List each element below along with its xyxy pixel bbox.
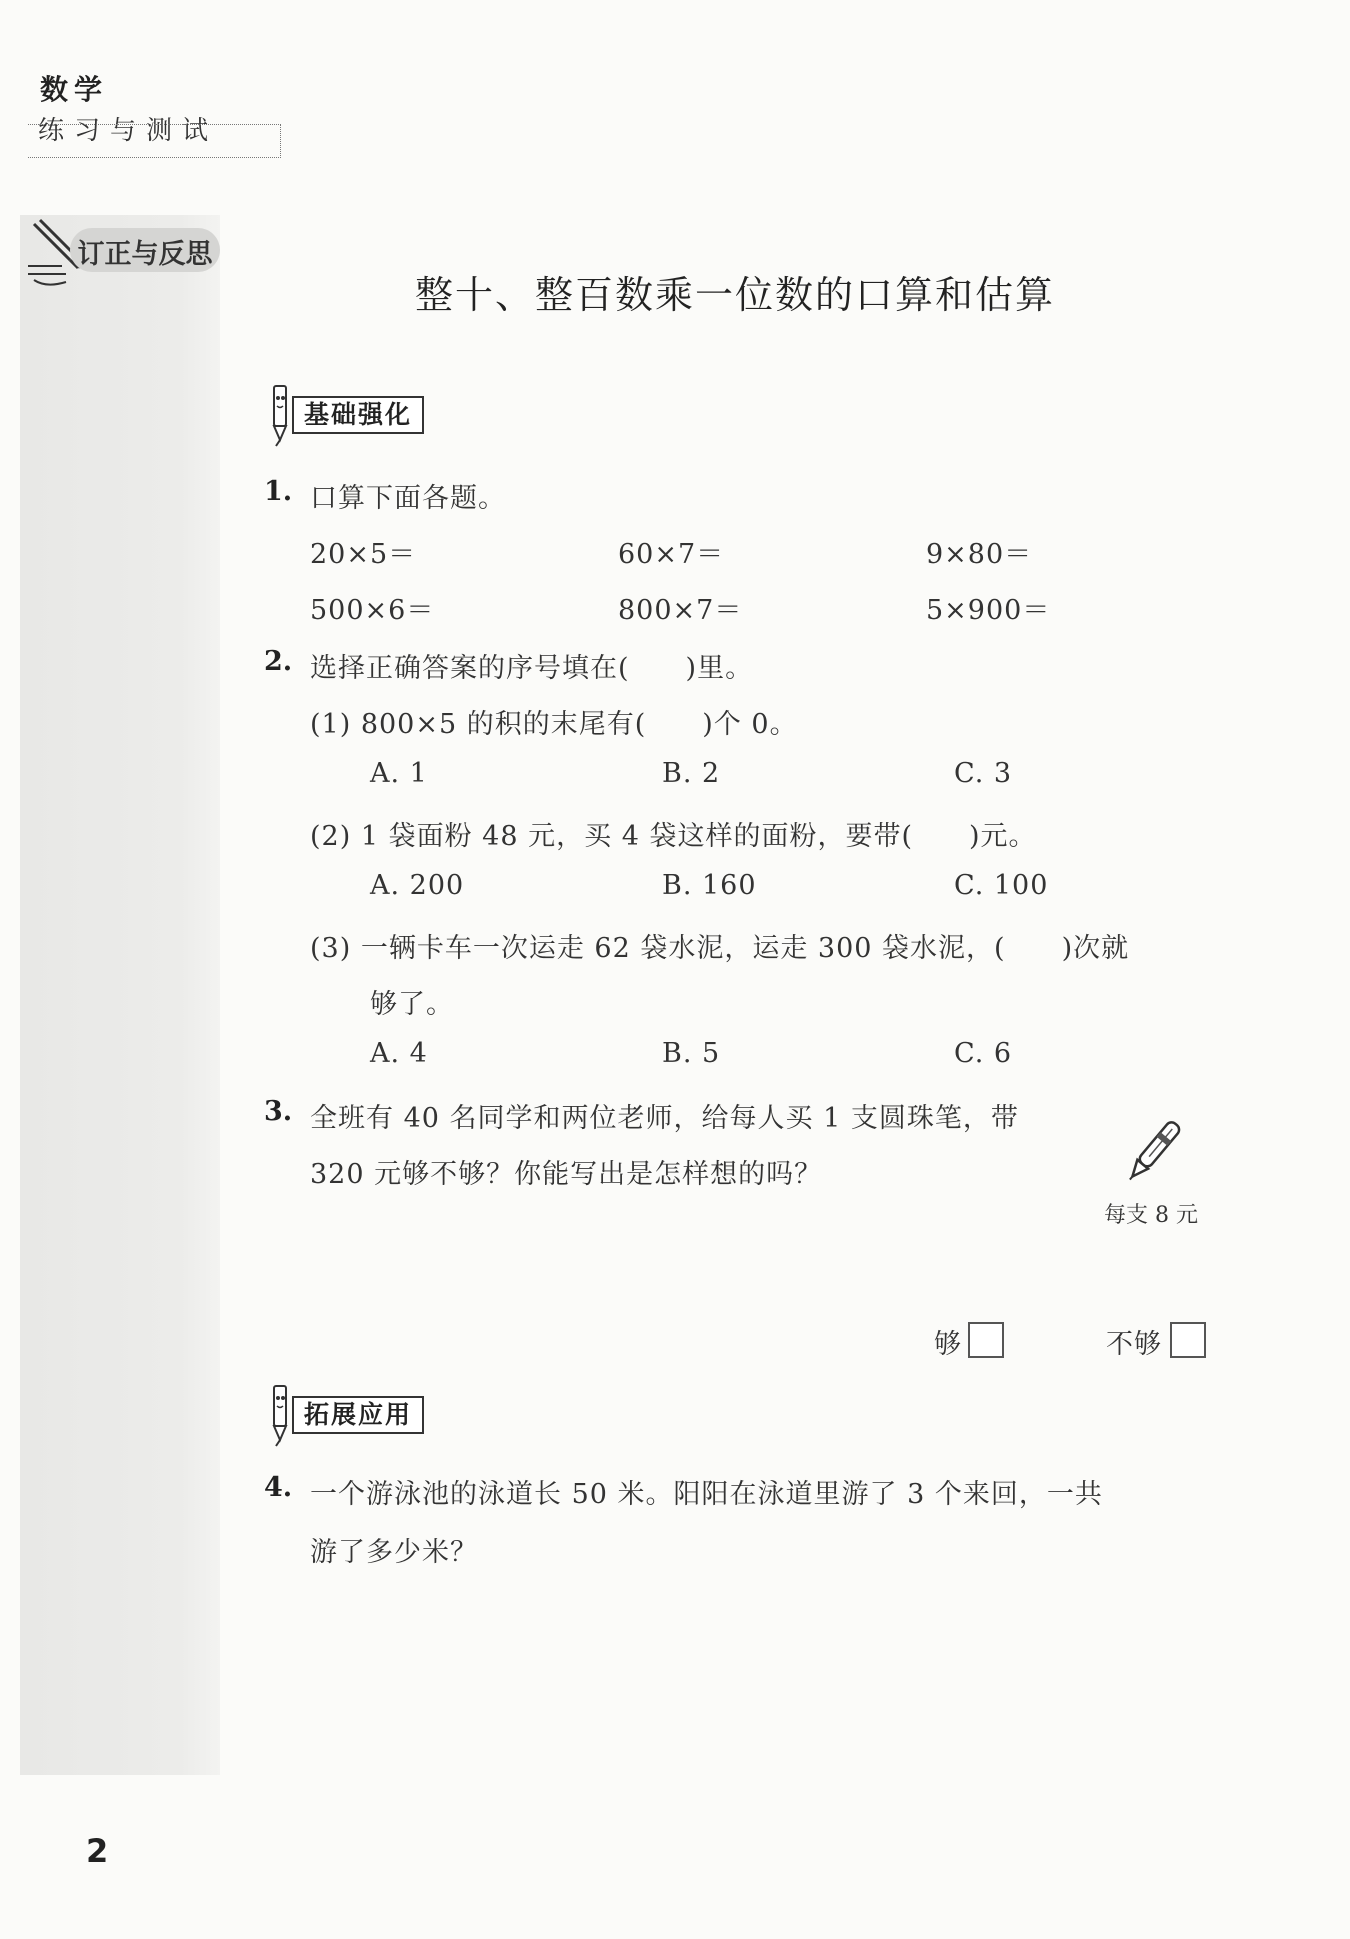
q2-sub1-text: (1) 800×5 的积的末尾有( )个 0。: [310, 709, 798, 740]
q2-sub2-option-b: B. 160: [662, 870, 757, 901]
q1-item: 800×7＝: [618, 595, 743, 626]
ballpoint-pen-icon: [1118, 1112, 1188, 1192]
q2-sub3-text-line1: (3) 一辆卡车一次运走 62 袋水泥，运走 300 袋水泥，( )次就: [310, 933, 1130, 964]
q3-line2: 320 元够不够？你能写出是怎样想的吗？: [310, 1159, 823, 1190]
q4-line2: 游了多少米？: [310, 1537, 478, 1568]
q2-sub2-text: (2) 1 袋面粉 48 元，买 4 袋这样的面粉，要带( )元。: [310, 821, 1037, 852]
section-basic: [266, 388, 466, 442]
correction-margin: [20, 215, 220, 1775]
q2-sub3-option-b: B. 5: [662, 1038, 721, 1069]
q2-sub3-option-a: A. 4: [370, 1038, 428, 1069]
page-title: 整十、整百数乘一位数的口算和估算: [414, 273, 1055, 317]
q2-prompt: 选择正确答案的序号填在( )里。: [310, 653, 754, 684]
q3-line1: 全班有 40 名同学和两位老师，给每人买 1 支圆珠笔，带: [310, 1103, 1019, 1134]
q2-number: 2.: [264, 646, 293, 677]
q1-item: 60×7＝: [618, 539, 725, 570]
q1-prompt: 口算下面各题。: [310, 483, 506, 514]
q2-sub2-option-c: C. 100: [954, 870, 1049, 901]
not-enough-checkbox[interactable]: [1170, 1322, 1206, 1358]
q4-line1: 一个游泳池的泳道长 50 米。阳阳在泳道里游了 3 个来回，一共: [310, 1479, 1103, 1510]
q4-number: 4.: [264, 1472, 293, 1503]
revision-tab: [26, 218, 222, 288]
q2-sub1-option-b: B. 2: [662, 758, 721, 789]
q1-item: 9×80＝: [926, 539, 1033, 570]
revision-tab-label: 订正与反思: [77, 239, 213, 270]
book-brand: [28, 66, 280, 158]
enough-label: 够: [934, 1329, 962, 1360]
enough-checkbox[interactable]: [968, 1322, 1004, 1358]
section-extend-label: 拓展应用: [292, 1396, 424, 1434]
q1-item: 20×5＝: [310, 539, 417, 570]
subject-title: 数学: [40, 73, 109, 106]
q3-number: 3.: [264, 1096, 293, 1127]
page-number: 2: [86, 1832, 109, 1870]
q1-number: 1.: [264, 476, 293, 507]
q2-sub3-option-c: C. 6: [954, 1038, 1013, 1069]
series-title: 练习与测试: [38, 116, 219, 146]
pen-price-caption: 每支 8 元: [1104, 1203, 1198, 1228]
q2-sub1-option-a: A. 1: [370, 758, 428, 789]
q1-item: 5×900＝: [926, 595, 1051, 626]
not-enough-label: 不够: [1106, 1329, 1162, 1360]
q2-sub2-option-a: A. 200: [370, 870, 465, 901]
section-basic-label: 基础强化: [292, 396, 424, 434]
section-extend: [266, 1388, 466, 1442]
q2-sub3-text-line2: 够了。: [370, 989, 454, 1020]
q2-sub1-option-c: C. 3: [954, 758, 1013, 789]
brand-dotted-frame: [28, 124, 281, 158]
q1-item: 500×6＝: [310, 595, 435, 626]
